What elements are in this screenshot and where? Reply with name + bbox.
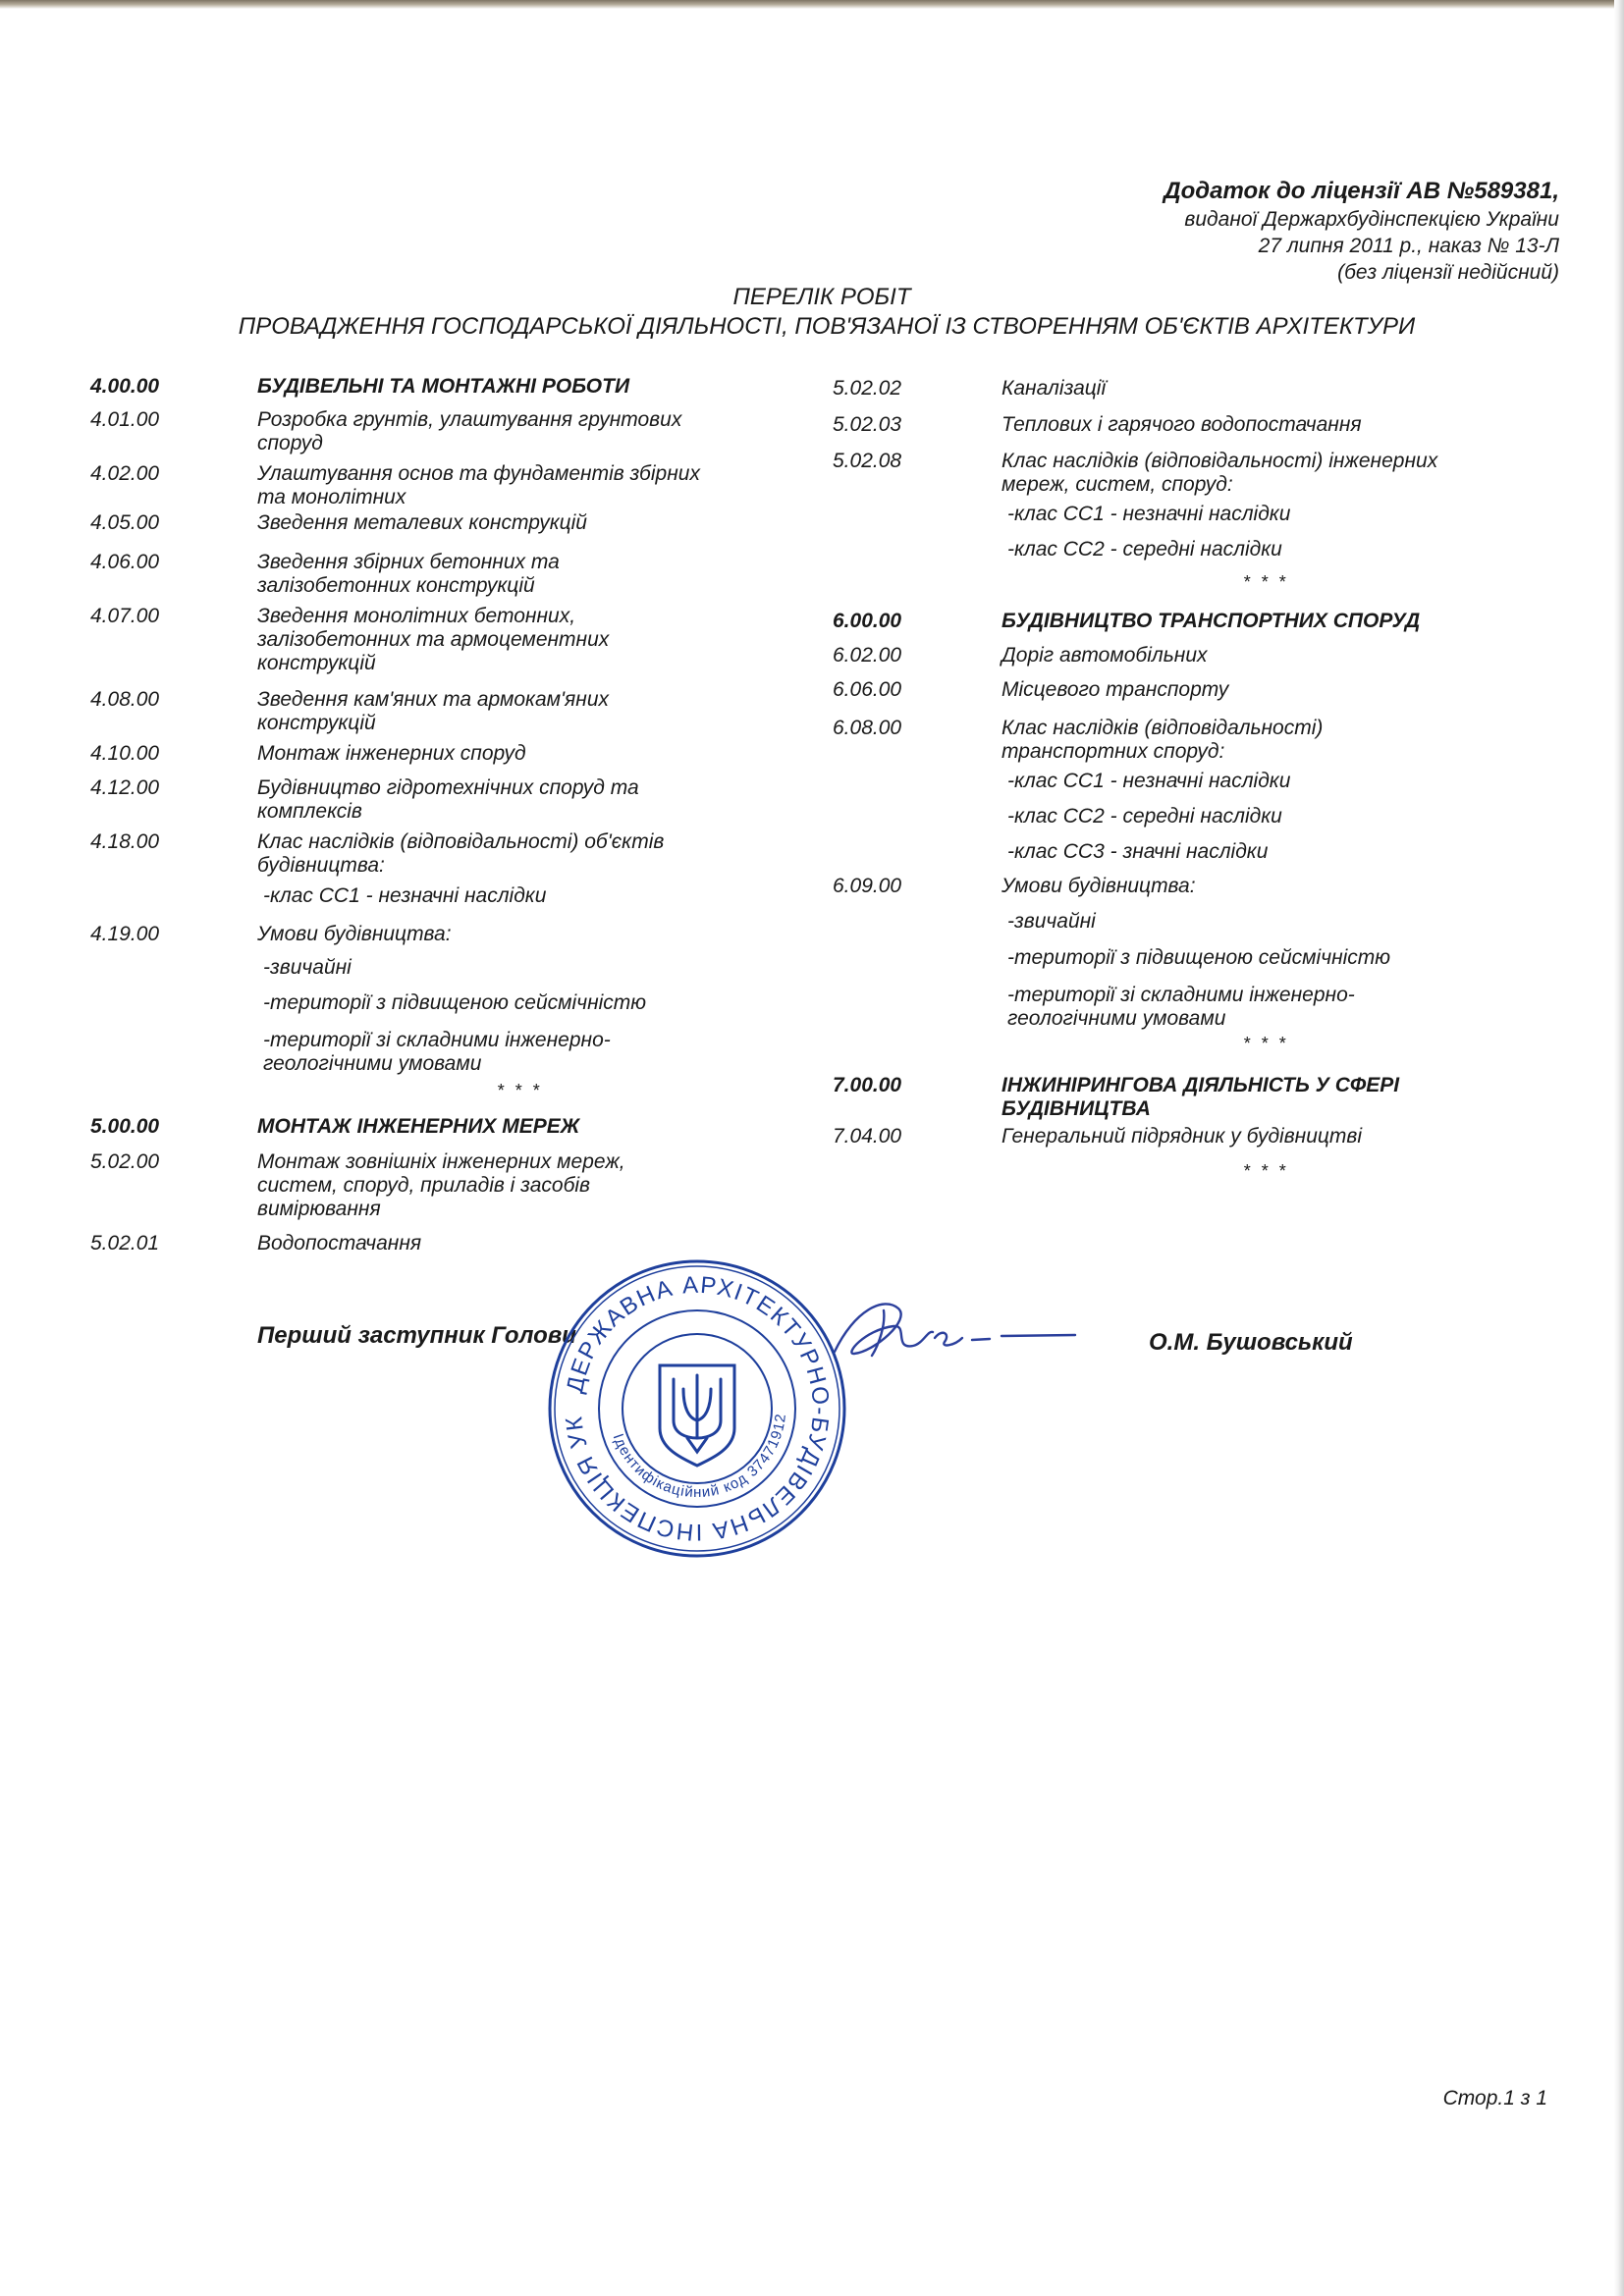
appendix-header: [1164, 177, 1559, 286]
description-line: -клас СС1 - незначні наслідки: [263, 884, 547, 907]
right-item-description: [1007, 805, 1282, 828]
right-item-description: [1001, 678, 1228, 702]
left-item-description: [257, 462, 700, 509]
left-code: 5.00.00: [90, 1115, 160, 1138]
left-item-description: [257, 688, 609, 735]
trident-icon: [660, 1365, 734, 1466]
scan-right-edge: [1614, 0, 1624, 2296]
left-code: 4.02.00: [90, 462, 160, 485]
left-item-description: [257, 776, 639, 824]
description-line: конструкцій: [257, 712, 376, 734]
description-line: -клас СС2 - середні наслідки: [1007, 538, 1282, 561]
left-item-description: [257, 511, 587, 535]
stamp-inner-text: Ідентифікаційний код 37471912: [609, 1412, 789, 1502]
right-item-description: [1001, 1125, 1362, 1148]
left-item-description: [257, 830, 664, 878]
separator-right-3: * * *: [1243, 1161, 1289, 1181]
right-item-description: [1001, 377, 1106, 400]
title-line-2: ПРОВАДЖЕННЯ ГОСПОДАРСЬКОЇ ДІЯЛЬНОСТІ, ПОВ'ЯЗАНОЇ ІЗ СТВОРЕННЯМ ОБ'ЄКТІВ АРХІТЕКТУРИ: [238, 313, 1416, 340]
right-item-description: [1001, 1074, 1399, 1121]
description-line: -звичайні: [263, 956, 352, 979]
right-item-description: [1001, 644, 1208, 667]
right-item-description: [1007, 503, 1290, 526]
description-line: вимірювання: [257, 1198, 381, 1220]
description-line: Клас наслідків (відповідальності) інженерних: [1001, 450, 1438, 472]
right-item-description: [1001, 413, 1362, 437]
left-code: 5.02.00: [90, 1150, 160, 1173]
appendix-note: (без ліцензії недійсний): [1337, 261, 1559, 284]
scan-top-edge: [0, 0, 1624, 9]
description-line: геологічними умовами: [263, 1052, 482, 1075]
description-line: ІНЖИНІРИНГОВА ДІЯЛЬНІСТЬ У СФЕРІ: [1001, 1074, 1400, 1096]
description-line: БУДІВНИЦТВО ТРАНСПОРТНИХ СПОРУД: [1001, 610, 1421, 632]
right-code: 5.02.03: [833, 413, 902, 436]
stamp-ring-text: ДЕРЖАВНА АРХІТЕКТУРНО-БУДІВЕЛЬНА ІНСПЕКЦІЯ УК: [561, 1271, 835, 1546]
description-line: Умови будівництва:: [1001, 875, 1196, 897]
description-line: -звичайні: [1007, 910, 1096, 933]
right-item-description: [1007, 984, 1355, 1031]
official-stamp: [530, 1242, 864, 1580]
description-line: Зведення монолітних бетонних,: [257, 605, 576, 627]
description-line: Каналізації: [1001, 377, 1107, 400]
separator-right-2: * * *: [1243, 1034, 1289, 1053]
description-line: Зведення кам'яних та армокам'яних: [257, 688, 609, 711]
description-line: Клас наслідків (відповідальності): [1001, 717, 1324, 739]
description-line: залізобетонних та армоцементних: [257, 628, 610, 651]
right-item-description: [1001, 450, 1437, 497]
left-item-description: [257, 408, 681, 455]
right-code: 6.00.00: [833, 610, 902, 632]
right-code: 6.08.00: [833, 717, 902, 739]
left-code: 4.05.00: [90, 511, 160, 534]
left-item-description: [257, 1150, 625, 1221]
left-item-description: [257, 1115, 579, 1139]
description-line: Генеральний підрядник у будівництві: [1001, 1125, 1363, 1148]
description-line: споруд: [257, 432, 323, 454]
description-line: геологічними умовами: [1007, 1007, 1226, 1030]
right-code: 6.02.00: [833, 644, 902, 667]
description-line: -клас СС3 - значні наслідки: [1007, 840, 1269, 863]
right-code: 6.06.00: [833, 678, 902, 701]
right-item-description: [1001, 610, 1420, 633]
svg-text:Ідентифікаційний код 37471912: [610, 1413, 789, 1501]
description-line: -території зі складними інженерно-: [263, 1029, 611, 1051]
description-line: конструкцій: [257, 652, 376, 674]
left-item-description: [263, 1029, 611, 1076]
appendix-date: 27 липня 2011 р., наказ № 13-Л: [1258, 235, 1559, 257]
right-code: 6.09.00: [833, 875, 902, 897]
description-line: комплексів: [257, 800, 362, 823]
right-code: 5.02.08: [833, 450, 902, 472]
left-item-description: [257, 605, 609, 675]
appendix-title: Додаток до ліцензії АВ №589381,: [1164, 178, 1559, 204]
description-line: транспортних споруд:: [1001, 740, 1225, 763]
page-number: Стор.1 з 1: [1442, 2087, 1547, 2109]
description-line: БУДІВЕЛЬНІ ТА МОНТАЖНІ РОБОТИ: [257, 375, 630, 398]
description-line: -території з підвищеною сейсмічністю: [1007, 946, 1391, 969]
right-item-description: [1007, 910, 1096, 934]
description-line: Умови будівництва:: [257, 923, 452, 945]
left-item-description: [257, 1232, 421, 1255]
left-item-description: [257, 551, 560, 598]
separator-left: * * *: [497, 1081, 543, 1100]
description-line: Розробка грунтів, улаштування грунтових: [257, 408, 682, 431]
description-line: мереж, систем, споруд:: [1001, 473, 1233, 496]
description-line: -клас СС2 - середні наслідки: [1007, 805, 1282, 828]
description-line: та монолітних: [257, 486, 406, 508]
description-line: -клас СС1 - незначні наслідки: [1007, 503, 1291, 525]
description-line: залізобетонних конструкцій: [257, 574, 535, 597]
left-code: 4.19.00: [90, 923, 160, 945]
appendix-issuer: виданої Держархбудінспекцією України: [1184, 208, 1559, 231]
description-line: МОНТАЖ ІНЖЕНЕРНИХ МЕРЕЖ: [257, 1115, 580, 1138]
signatory-position: Перший заступник Голови: [257, 1322, 576, 1349]
description-line: -території з підвищеною сейсмічністю: [263, 991, 647, 1014]
left-code: 4.10.00: [90, 742, 160, 765]
right-code: 7.00.00: [833, 1074, 902, 1096]
left-item-description: [263, 991, 646, 1015]
description-line: Монтаж зовнішніх інженерних мереж,: [257, 1150, 625, 1173]
left-item-description: [257, 375, 629, 399]
description-line: Улаштування основ та фундаментів збірних: [257, 462, 700, 485]
description-line: -клас СС1 - незначні наслідки: [1007, 770, 1291, 792]
description-line: Клас наслідків (відповідальності) об'єктів: [257, 830, 665, 853]
separator-right-1: * * *: [1243, 572, 1289, 592]
description-line: Водопостачання: [257, 1232, 422, 1255]
left-code: 4.01.00: [90, 408, 160, 431]
left-code: 4.00.00: [90, 375, 160, 398]
left-code: 4.07.00: [90, 605, 160, 627]
title-line-1: ПЕРЕЛІК РОБІТ: [732, 284, 911, 310]
left-code: 4.06.00: [90, 551, 160, 573]
left-code: 5.02.01: [90, 1232, 160, 1255]
left-code: 4.12.00: [90, 776, 160, 799]
right-item-description: [1007, 840, 1268, 864]
description-line: -території зі складними інженерно-: [1007, 984, 1355, 1006]
right-code: 5.02.02: [833, 377, 902, 400]
description-line: Доріг автомобільних: [1001, 644, 1208, 667]
signatory-name: О.М. Бушовський: [1149, 1329, 1353, 1356]
left-item-description: [257, 742, 526, 766]
left-code: 4.18.00: [90, 830, 160, 853]
description-line: Монтаж інженерних споруд: [257, 742, 526, 765]
left-item-description: [263, 956, 352, 980]
description-line: Будівництво гідротехнічних споруд та: [257, 776, 639, 799]
description-line: систем, споруд, приладів і засобів: [257, 1174, 591, 1197]
description-line: Теплових і гарячого водопостачання: [1001, 413, 1362, 436]
right-item-description: [1007, 770, 1290, 793]
right-item-description: [1007, 538, 1282, 561]
description-line: БУДІВНИЦТВА: [1001, 1097, 1151, 1120]
description-line: Зведення збірних бетонних та: [257, 551, 560, 573]
left-item-description: [257, 923, 452, 946]
right-item-description: [1001, 717, 1323, 764]
left-code: 4.08.00: [90, 688, 160, 711]
description-line: Місцевого транспорту: [1001, 678, 1229, 701]
description-line: Зведення металевих конструкцій: [257, 511, 587, 534]
right-code: 7.04.00: [833, 1125, 902, 1148]
left-item-description: [263, 884, 546, 908]
right-item-description: [1001, 875, 1196, 898]
right-item-description: [1007, 946, 1390, 970]
document-title: [0, 283, 1624, 342]
description-line: будівництва:: [257, 854, 385, 877]
